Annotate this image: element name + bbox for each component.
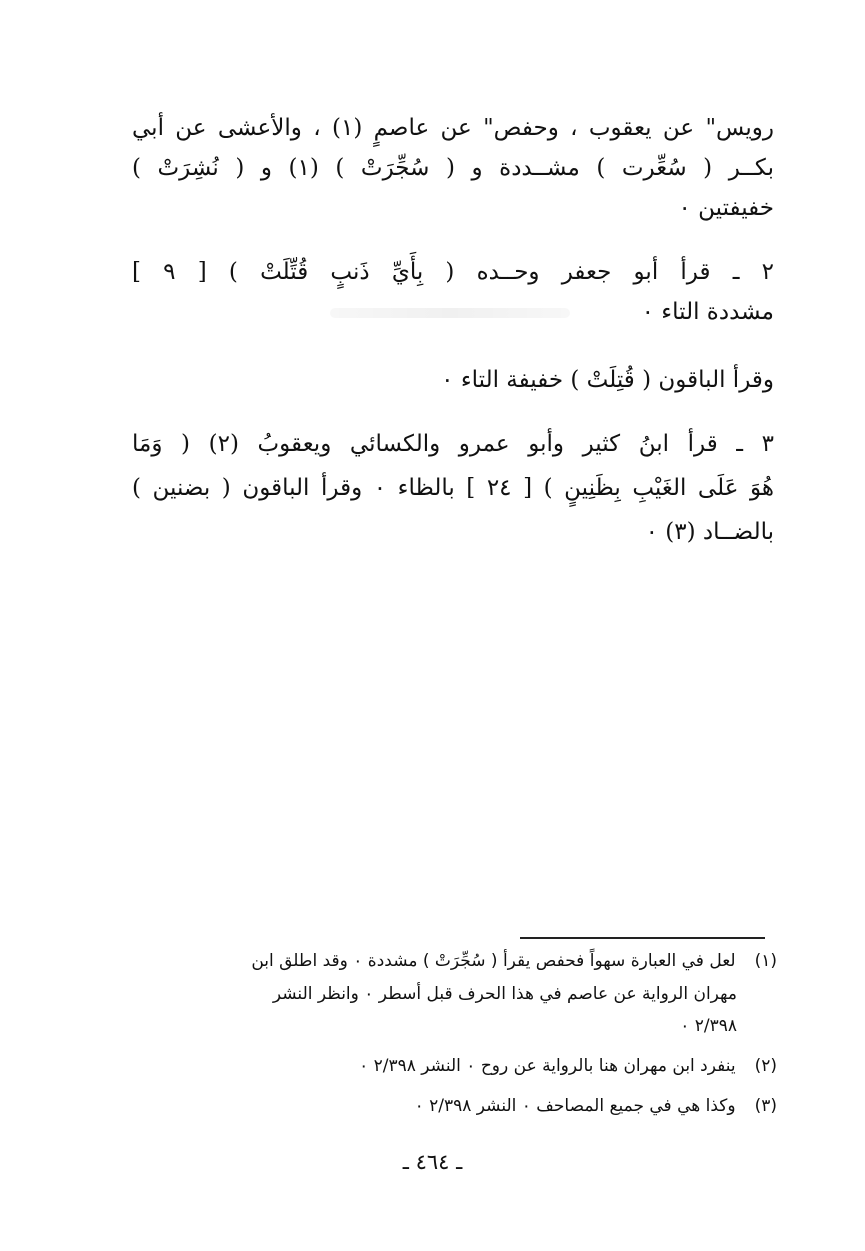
footnote-text: ينفرد ابن مهران هنا بالرواية عن روح ٠ النشر ٢/٣٩٨ ٠ — [359, 1056, 736, 1076]
footnote-3 — [415, 1090, 777, 1122]
footnote-number: (٢) — [754, 1056, 777, 1076]
page-number: ـ ٤٦٤ ـ — [402, 1150, 463, 1174]
footnotes-block — [132, 0, 777, 1130]
footnote-2 — [359, 1050, 777, 1082]
paragraph-4-line-2: هُوَ عَلَى الغَيْبِ بِظَنِينٍ ) [ ٢٤ ] بالظاء ٠ وقرأ الباقون ( بضنين ) — [132, 475, 774, 501]
paragraph-1-line-1: رويس" عن يعقوب ، وحفص" عن عاصمٍ (١) ، والأعشى عن أبي — [132, 115, 774, 141]
paragraph-2-line-2: مشددة التاء ٠ — [641, 299, 774, 325]
paragraph-4-line-3: بالضــاد (٣) ٠ — [645, 519, 774, 545]
paragraph-1-line-3: خفيفتين ٠ — [678, 195, 774, 221]
paragraph-3-line-1: وقرأ الباقون ( قُتِلَتْ ) خفيفة التاء ٠ — [441, 367, 774, 393]
footnote-text: لعل في العبارة سهواً فحفص يقرأ ( سُجِّرَتْ ) مشددة ٠ وقد اطلق ابن — [251, 951, 736, 971]
paragraph-4-line-1: ٣ ـ قرأ ابنُ كثير وأبو عمرو والكسائي ويعقوبُ (٢) ( وَمَا — [132, 431, 774, 457]
paragraph-1-line-2: بكــر ( سُعِّرت ) مشــددة و ( سُجِّرَتْ ) (١) و ( نُشِرَتْ ) — [132, 155, 774, 181]
footnote-number: (٣) — [754, 1096, 777, 1116]
paragraph-2-line-1: ٢ ـ قرأ أبو جعفر وحــده ( بِأَيِّ ذَنبٍ قُتِّلَتْ ) [ ٩ ] — [132, 259, 774, 285]
footnote-text: وكذا هي في جميع المصاحف ٠ النشر ٢/٣٩٨ ٠ — [414, 1096, 736, 1116]
footnote-1-line-3: ٢/٣٩٨ ٠ — [680, 1016, 737, 1036]
footnote-number: (١) — [754, 951, 777, 971]
footnote-1-line-1 — [251, 945, 777, 977]
footnote-1-line-2: مهران الرواية عن عاصم في هذا الحرف قبل أسطر ٠ وانظر النشر — [272, 984, 737, 1004]
